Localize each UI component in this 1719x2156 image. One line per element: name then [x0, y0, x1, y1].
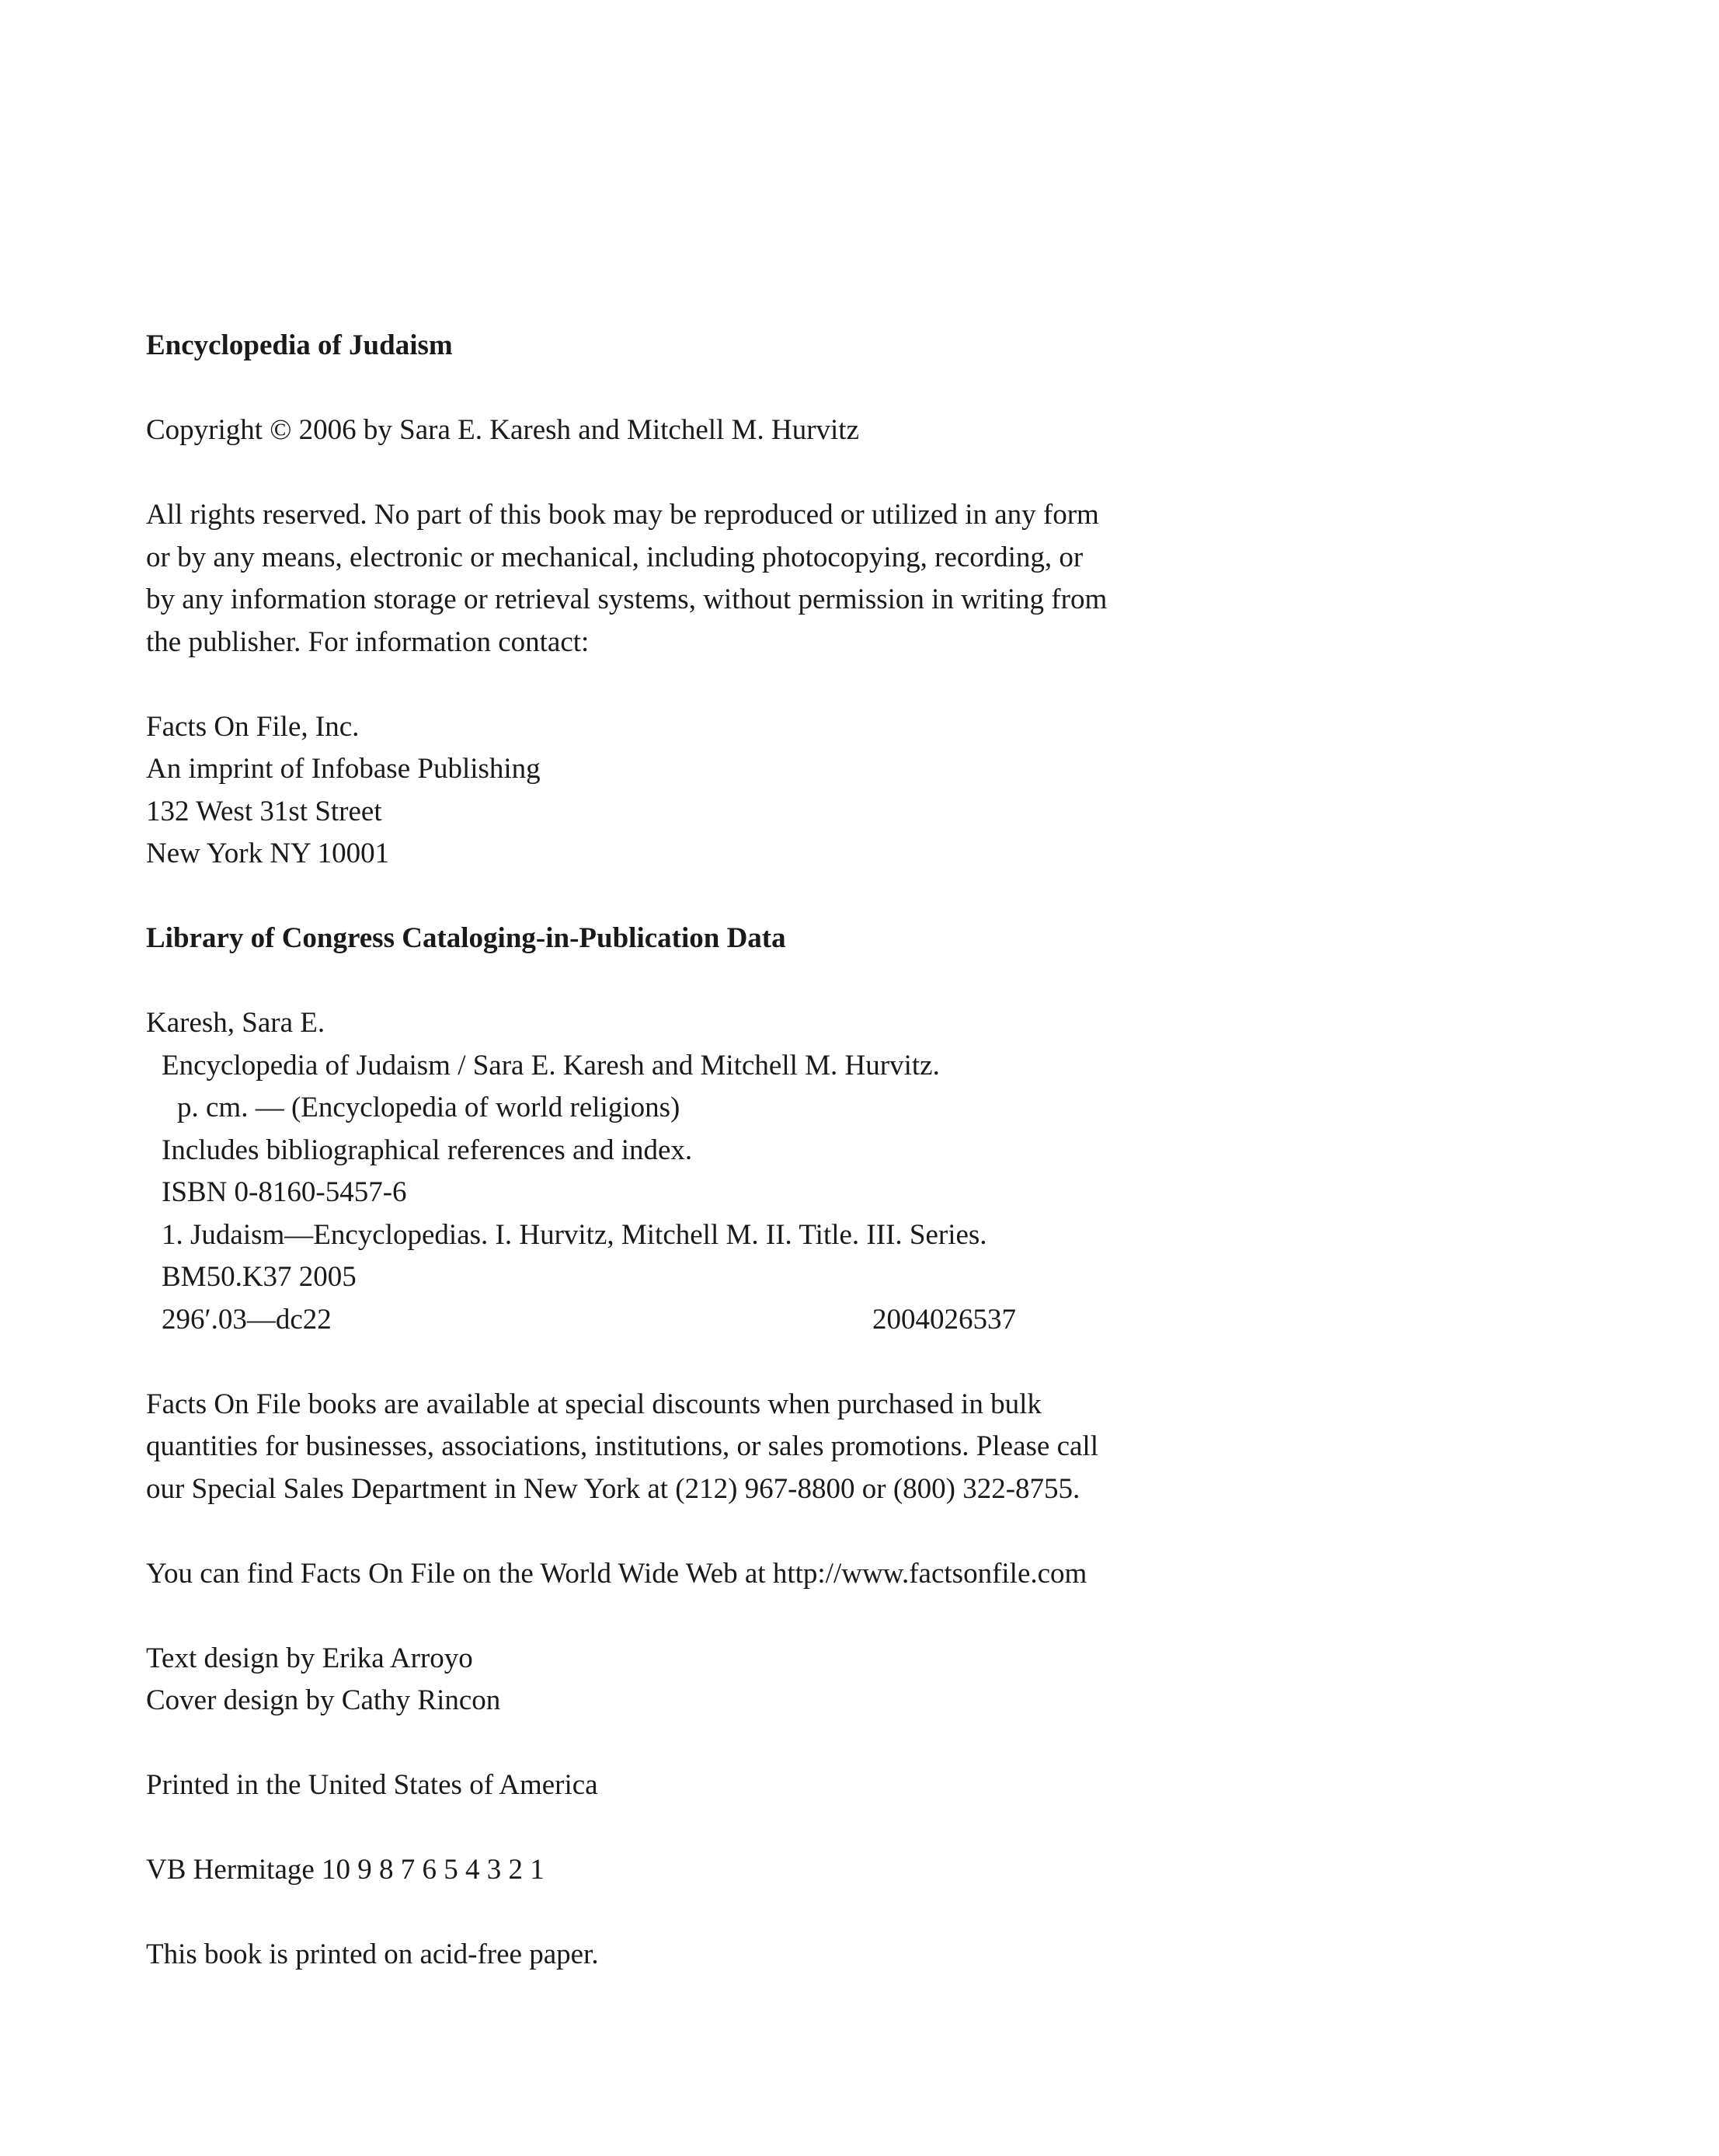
- sales-line: quantities for businesses, associations, institutions, or sales promotions. Please call: [146, 1430, 1098, 1462]
- spacer: [146, 1595, 1187, 1638]
- cip-subjects: 1. Judaism—Encyclopedias. I. Hurvitz, Mitchell M. II. Title. III. Series.: [162, 1218, 987, 1251]
- rights-line: by any information storage or retrieval systems, without permission in writing from: [146, 583, 1108, 615]
- cip-series: p. cm. — (Encyclopedia of world religions): [177, 1092, 680, 1123]
- cip-classification-row: [146, 1299, 1016, 1342]
- publisher-street: 132 West 31st Street: [146, 795, 382, 827]
- rights-line: or by any means, electronic or mechanical, including photocopying, recording, or: [146, 541, 1084, 573]
- website-line: You can find Facts On File on the World Wide Web at http://www.factsonfile.com: [146, 1557, 1087, 1590]
- spacer: [146, 452, 1187, 495]
- cip-title: Encyclopedia of Judaism / Sara E. Karesh and Mitchell M. Hurvitz.: [162, 1049, 940, 1081]
- publisher-address: [146, 706, 1187, 876]
- cip-call-number: BM50.K37 2005: [162, 1261, 357, 1293]
- cip-author: Karesh, Sara E.: [146, 1007, 325, 1039]
- spacer: [146, 1510, 1187, 1553]
- publisher-imprint: An imprint of Infobase Publishing: [146, 753, 541, 785]
- book-title: Encyclopedia of Judaism: [146, 329, 453, 361]
- cip-heading: Library of Congress Cataloging-in-Publication Data: [146, 922, 786, 954]
- sales-line: Facts On File books are available at special discounts when purchased in bulk: [146, 1388, 1042, 1420]
- acid-free-notice: This book is printed on acid-free paper.: [146, 1938, 599, 1970]
- spacer: [146, 1722, 1187, 1765]
- spacer: [146, 960, 1187, 1003]
- printing-line: VB Hermitage 10 9 8 7 6 5 4 3 2 1: [146, 1854, 545, 1886]
- spacer: [146, 876, 1187, 918]
- spacer: [146, 1892, 1187, 1935]
- publisher-name: Facts On File, Inc.: [146, 710, 360, 743]
- publisher-city: New York NY 10001: [146, 838, 390, 869]
- copyright-page: [146, 325, 1187, 1977]
- design-credits: [146, 1638, 1187, 1722]
- copyright-line: Copyright © 2006 by Sara E. Karesh and Mitchell M. Hurvitz: [146, 414, 860, 446]
- rights-line: the publisher. For information contact:: [146, 625, 590, 658]
- spacer: [146, 1341, 1187, 1384]
- rights-paragraph: [146, 494, 1187, 664]
- cip-lccn: 2004026537: [872, 1303, 1016, 1336]
- text-design-credit: Text design by Erika Arroyo: [146, 1642, 473, 1674]
- spacer: [146, 1807, 1187, 1850]
- sales-paragraph: [146, 1384, 1187, 1511]
- sales-line: our Special Sales Department in New York at (212) 967-8800 or (800) 322-8755.: [146, 1472, 1080, 1505]
- cover-design-credit: Cover design by Cathy Rincon: [146, 1684, 501, 1716]
- printed-in: Printed in the United States of America: [146, 1769, 598, 1801]
- cip-isbn: ISBN 0-8160-5457-6: [162, 1176, 407, 1208]
- cip-bibliography: Includes bibliographical references and index.: [162, 1134, 693, 1166]
- cip-block: [146, 1002, 1187, 1341]
- rights-line: All rights reserved. No part of this book may be reproduced or utilized in any form: [146, 499, 1099, 531]
- spacer: [146, 367, 1187, 410]
- cip-dewey: 296′.03—dc22: [162, 1303, 332, 1336]
- spacer: [146, 664, 1187, 706]
